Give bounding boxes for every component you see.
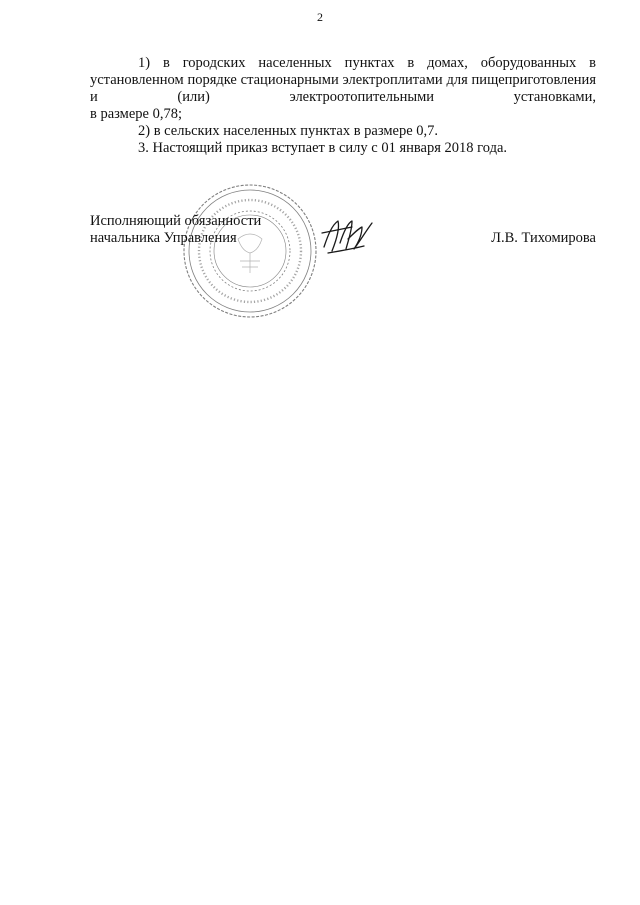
paragraph-item-1: 1) в городских населенных пунктах в домах, оборудованных в установленном порядке стационарными электроплитами для пищеприготовления и (или) электроотопительными установками,	[90, 55, 596, 105]
paragraph-item-1-continuation: в размере 0,78;	[90, 106, 183, 122]
document-body	[90, 55, 596, 157]
signer-position-line2: начальника Управления	[90, 230, 237, 246]
page-number: 2	[317, 10, 323, 24]
official-seal-icon	[180, 181, 320, 321]
signer-name: Л.В. Тихомирова	[491, 230, 596, 246]
paragraph-item-2: 2) в сельских населенных пунктах в размере 0,7.	[138, 123, 439, 139]
handwritten-signature-icon	[318, 213, 378, 257]
signer-position-line1: Исполняющий обязанности	[90, 213, 262, 229]
signature-block	[90, 213, 596, 323]
paragraph-item-3: 3. Настоящий приказ вступает в силу с 01 января 2018 года.	[138, 140, 508, 156]
signer-position	[90, 213, 261, 247]
